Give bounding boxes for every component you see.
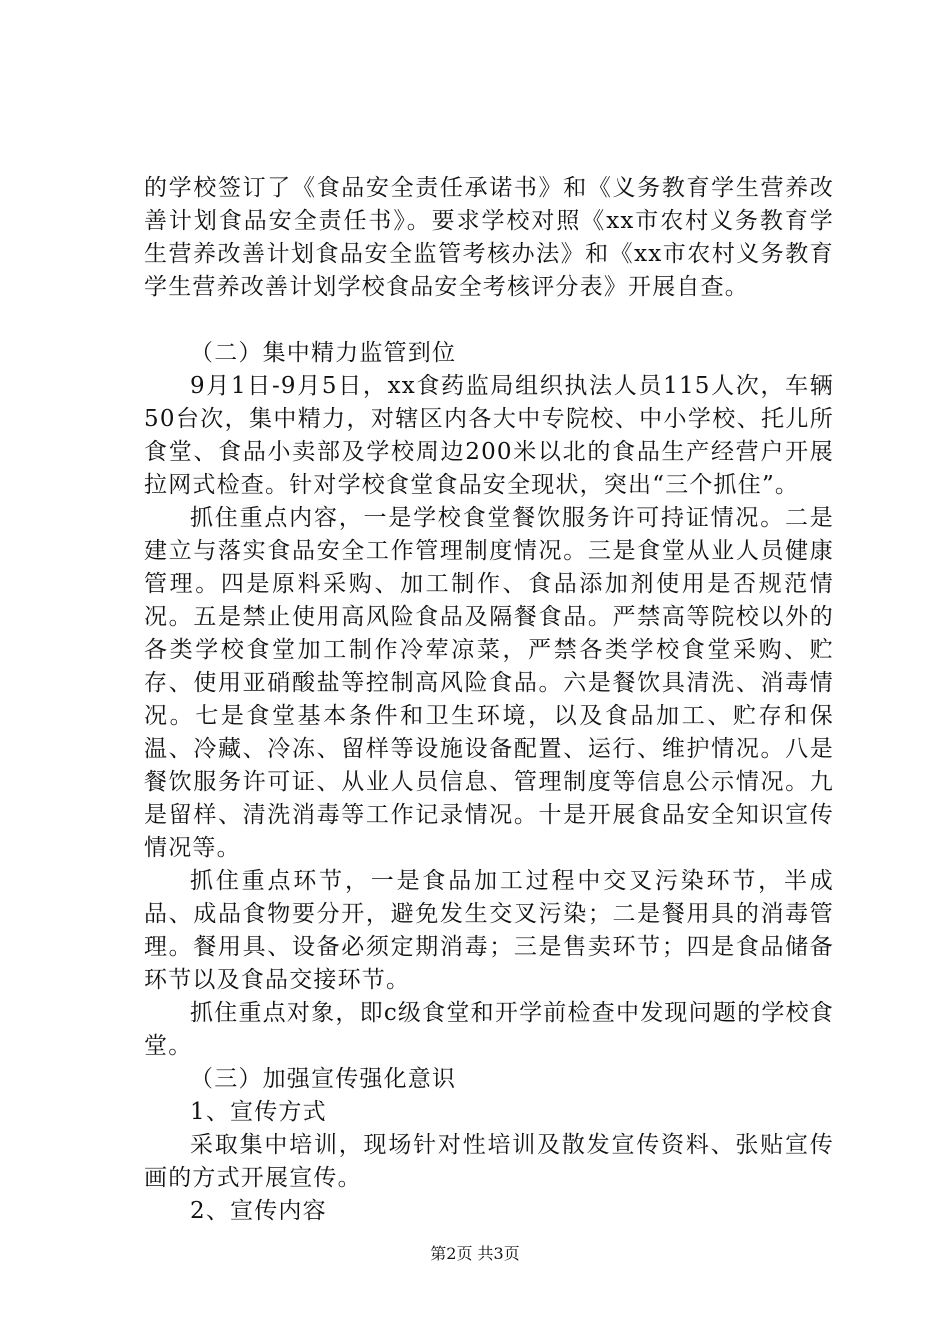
paragraph-inspection: 9月1日-9月5日，xx食药监局组织执法人员115人次，车辆50台次，集中精力，对辖区内各大中专院校、中小学校、托儿所食堂、食品小卖部及学校周边200米以北的食品生产经营户开展拉网式检查。针对学校食堂食品安全现状，突出“三个抓住”。 xyxy=(144,373,834,498)
paragraph-key-links: 抓住重点环节，一是食品加工过程中交叉污染环节，半成品、成品食物要分开，避免发生交叉污染；二是餐用具的消毒管理。餐用具、设备必须定期消毒；三是售卖环节；四是食品储备环节以及食品交接环节。 xyxy=(144,868,834,993)
section-heading-2: （二）集中精力监管到位 xyxy=(190,340,457,366)
page-footer: 第2页 共3页 xyxy=(430,1244,520,1263)
document-body xyxy=(144,172,834,1228)
paragraph-gap xyxy=(144,304,834,337)
paragraph-continuation: 的学校签订了《食品安全责任承诺书》和《义务教育学生营养改善计划食品安全责任书》。要求学校对照《xx市农村义务教育学生营养改善计划食品安全监管考核办法》和《xx市农村义务教育学生营养改善计划学校食品安全考核评分表》开展自查。 xyxy=(144,175,834,300)
paragraph-key-targets: 抓住重点对象，即c级食堂和开学前检查中发现问题的学校食堂。 xyxy=(144,1000,834,1059)
paragraph-method: 采取集中培训，现场针对性培训及散发宣传资料、张贴宣传画的方式开展宣传。 xyxy=(144,1132,834,1191)
section-heading-3: （三）加强宣传强化意识 xyxy=(190,1066,457,1092)
subheading-method: 1、宣传方式 xyxy=(190,1099,327,1125)
subheading-content: 2、宣传内容 xyxy=(190,1198,327,1224)
paragraph-key-content: 抓住重点内容，一是学校食堂餐饮服务许可持证情况。二是建立与落实食品安全工作管理制度情况。三是食堂从业人员健康管理。四是原料采购、加工制作、食品添加剂使用是否规范情况。五是禁止使用高风险食品及隔餐食品。严禁高等院校以外的各类学校食堂加工制作冷荤凉菜，严禁各类学校食堂采购、贮存、使用亚硝酸盐等控制高风险食品。六是餐饮具清洗、消毒情况。七是食堂基本条件和卫生环境，以及食品加工、贮存和保温、冷藏、冷冻、留样等设施设备配置、运行、维护情况。八是餐饮服务许可证、从业人员信息、管理制度等信息公示情况。九是留样、清洗消毒等工作记录情况。十是开展食品安全知识宣传情况等。 xyxy=(144,505,834,861)
